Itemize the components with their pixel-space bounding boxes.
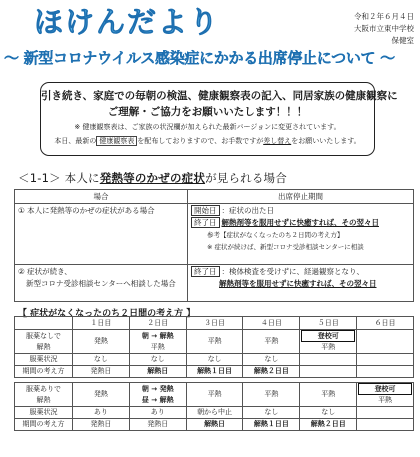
temp-change: 朝 → 解熱 [141, 331, 174, 340]
med-cell [300, 354, 357, 366]
temp-cell: 平熱 [186, 330, 243, 354]
think-cell [300, 366, 357, 378]
two-day-table [14, 316, 414, 431]
section-prefix: ＜1-1＞ 本人に [18, 171, 100, 185]
temp-cell [129, 383, 186, 407]
med-cell: 朝から中止 [186, 407, 243, 419]
case-2-line-1: ② 症状が続き、 [18, 267, 72, 276]
start-day-tag: 開始日 [191, 205, 220, 216]
temp-cell [300, 330, 357, 354]
end-day-tag: 終了日 [191, 266, 220, 277]
think-cell: 発熱日 [73, 419, 130, 431]
two-day-table-title: 【 症状がなくなったのち２日間の考え方 】 [18, 309, 196, 319]
temp-cell: 平熱 [186, 383, 243, 407]
row-label [15, 330, 73, 354]
med-cell: なし [243, 354, 300, 366]
temp-change: 昼 → 解熱 [141, 395, 174, 404]
row-label [15, 383, 73, 407]
med-cell: あり [73, 407, 130, 419]
period-2 [188, 265, 414, 302]
notice-line-2: ご理解・ご協力をお願いいたします！！！ [107, 106, 308, 118]
school-ok-badge: 登校可 [358, 383, 412, 395]
notice-note-2 [41, 134, 374, 148]
section-highlight: 発熱等のかぜの症状 [99, 171, 206, 185]
think-cell: 発熱日 [73, 366, 130, 378]
temp-cell: 平熱 [243, 383, 300, 407]
temp-cell [357, 330, 414, 354]
temp-cell: 発熱 [73, 330, 130, 354]
temp-value: 平熱 [321, 343, 336, 351]
temp-cell: 平熱 [300, 383, 357, 407]
office-name: 保健室 [391, 36, 414, 45]
think-cell: 解熱日 [186, 419, 243, 431]
note-text: をお願いいたします。 [291, 137, 361, 145]
day-header: ４日目 [243, 317, 300, 330]
row-label: 服薬状況 [15, 407, 73, 419]
day-header: ５日目 [300, 317, 357, 330]
temp-cell: 発熱 [73, 383, 130, 407]
think-cell [357, 419, 414, 431]
start-day-text: ：症状の出た日 [221, 206, 274, 215]
think-cell: 解熱２日目 [300, 419, 357, 431]
end-day-tag: 終了日 [191, 217, 220, 228]
temp-cell [357, 383, 414, 407]
temp-change: 朝 → 発熱 [141, 384, 174, 393]
observation-sheet-label: 健康観察表 [96, 136, 137, 146]
subtitle: ～ 新型コロナウイルス感染症にかかる出席停止について ～ [4, 49, 395, 67]
row-label-b: 解熱 [36, 342, 51, 351]
med-cell: なし [243, 407, 300, 419]
consult-note: ※ 症状が続けば、新型コロナ受診相談センターに相談 [207, 243, 364, 251]
row-label-b: 解熱 [36, 395, 51, 404]
school-ok-badge: 登校可 [301, 330, 355, 342]
think-cell: 解熱日 [129, 366, 186, 378]
med-cell: なし [73, 354, 130, 366]
section-suffix: が見られる場合 [205, 171, 287, 185]
case-2-line-2: 新型コロナ受診相談センターへ相談した場合 [26, 279, 176, 288]
period-1 [188, 204, 414, 265]
day-header: １日目 [73, 317, 130, 330]
row-label: 期間の考え方 [15, 366, 73, 378]
med-cell [357, 407, 414, 419]
newsletter-title: ほけんだより [34, 5, 221, 39]
header-meta [354, 11, 414, 47]
case-2 [15, 265, 188, 302]
med-cell: なし [186, 354, 243, 366]
med-cell: あり [129, 407, 186, 419]
think-cell: 解熱１日目 [186, 366, 243, 378]
med-cell: なし [129, 354, 186, 366]
corner-cell [15, 317, 73, 330]
med-cell: なし [300, 407, 357, 419]
temp-value: 平熱 [150, 342, 165, 351]
think-cell: 解熱１日目 [243, 419, 300, 431]
notice-box [40, 82, 398, 156]
temp-value: 平熱 [378, 396, 393, 404]
note-text: 本日、最新の [54, 137, 97, 145]
day-header: ６日目 [357, 317, 414, 330]
replace-label: 差し替え [263, 137, 292, 145]
row-label: 服薬状況 [15, 354, 73, 366]
row-label: 期間の考え方 [15, 419, 73, 431]
end-day-text-2: 解熱剤等を服用せずに快癒すれば、その翌々日 [219, 279, 377, 288]
case-1: ① 本人に発熱等のかぜの症状がある場合 [15, 204, 188, 265]
think-cell [357, 366, 414, 378]
think-cell: 発熱日 [129, 419, 186, 431]
note-text: を配布しておりますので、お手数ですが [137, 137, 264, 145]
med-cell [357, 354, 414, 366]
end-day-text: 解熱剤等を服用せずに快癒すれば、その翌々日 [221, 218, 379, 227]
reference-note: 参考【症状がなくなったのち２日間の考え方】 [207, 231, 344, 239]
day-header: ３日目 [186, 317, 243, 330]
suspension-table [14, 189, 414, 302]
col-case-header: 場合 [15, 190, 188, 204]
notice-note-1: ※ 健康観察表は、ご家族の状況欄が加えられた最新バージョンに変更されています。 [74, 123, 341, 131]
temp-cell: 平熱 [243, 330, 300, 354]
col-period-header: 出席停止期間 [188, 190, 414, 204]
row-label-a: 服薬なしで [26, 331, 61, 340]
row-label-a: 服薬ありで [26, 384, 61, 393]
end-day-text: ：検体検査を受けずに、経過観察となり、 [221, 267, 364, 276]
school-name: 大阪市立東中学校 [354, 24, 414, 33]
day-header: ２日目 [129, 317, 186, 330]
section-heading [18, 170, 287, 186]
issue-date: 令和２年６月４日 [354, 12, 414, 21]
notice-line-1: 引き続き、家庭での毎朝の検温、健康観察表の記入、同居家族の健康観察に [41, 90, 398, 102]
think-cell: 解熱２日目 [243, 366, 300, 378]
temp-cell [129, 330, 186, 354]
